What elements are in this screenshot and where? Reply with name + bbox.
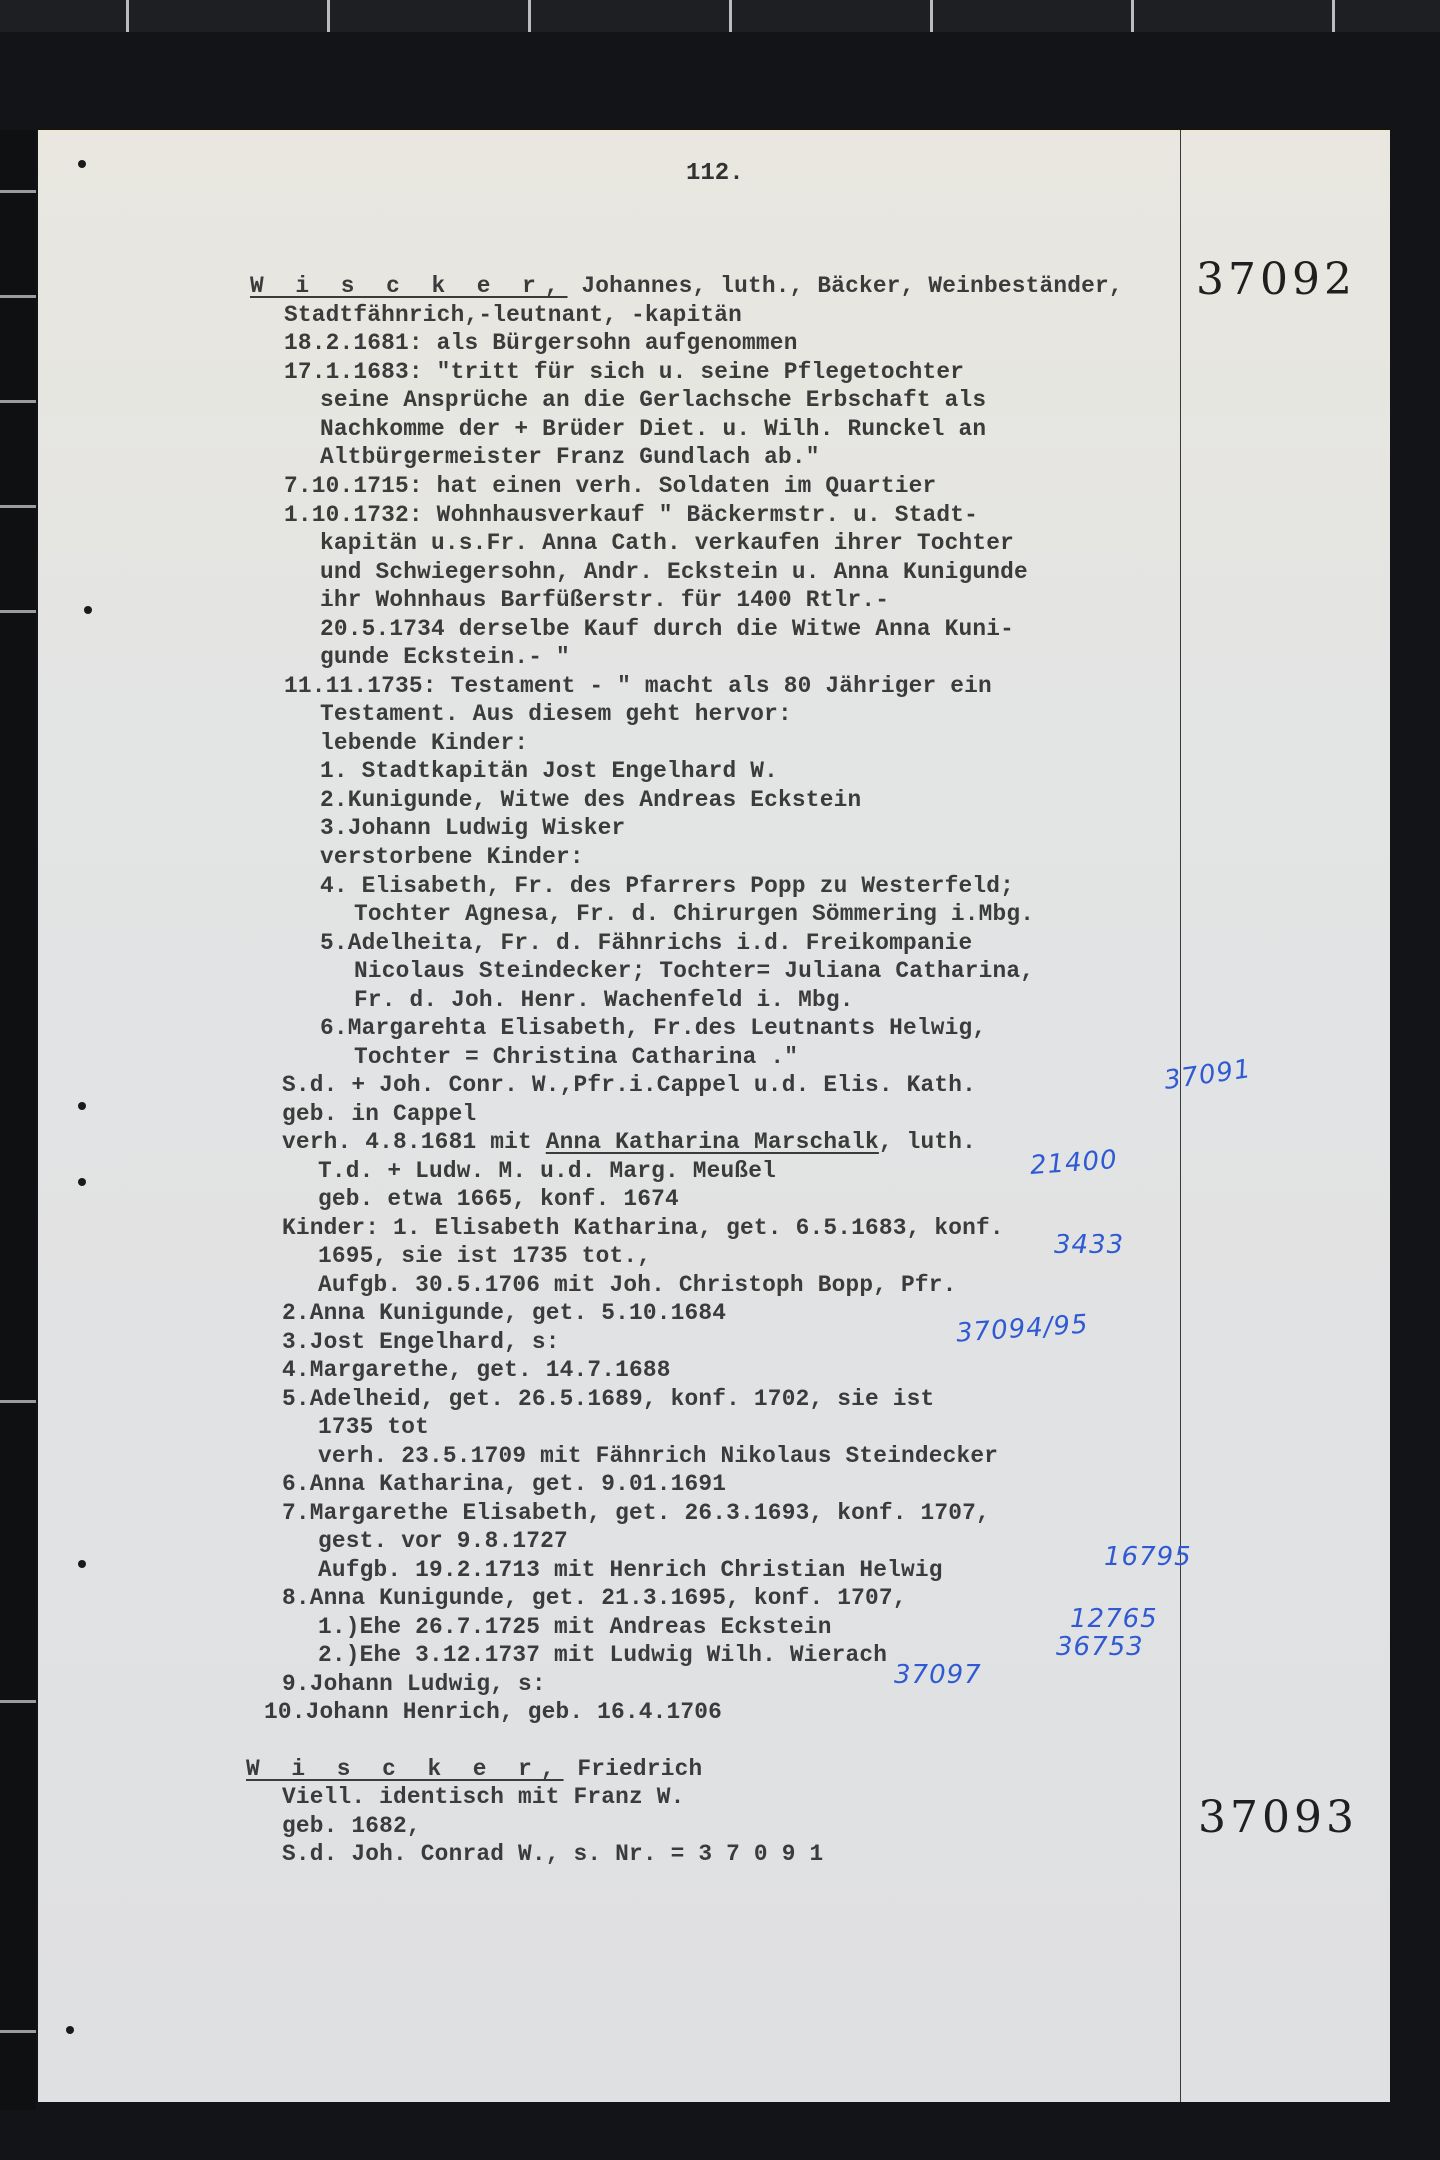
text-line: S.d. + Joh. Conr. W.,Pfr.i.Cappel u.d. Elis. Kath.: [282, 1072, 977, 1098]
text-line: 2.)Ehe 3.12.1737 mit Ludwig Wilh. Wierach: [318, 1642, 888, 1668]
text-line: ihr Wohnhaus Barfüßerstr. für 1400 Rtlr.-: [320, 587, 890, 613]
handwritten-reference: 16795: [1104, 1542, 1192, 1572]
ruler-tick: [930, 0, 933, 32]
text-line: verh. 23.5.1709 mit Fähnrich Nikolaus Steindecker: [318, 1443, 999, 1469]
text-line: 1. Stadtkapitän Jost Engelhard W.: [320, 758, 779, 784]
ruler-tick: [126, 0, 129, 32]
text-line: 1735 tot: [318, 1414, 430, 1440]
handwritten-reference: 37097: [894, 1660, 982, 1690]
text-line: S.d. Joh. Conrad W., s. Nr. = 3 7 0 9 1: [282, 1841, 824, 1867]
text-line: gunde Eckstein.- ": [320, 644, 570, 670]
handwritten-reference: 21400: [1029, 1144, 1119, 1182]
text-line: lebende Kinder:: [320, 730, 529, 756]
ruler-tick: [1332, 0, 1335, 32]
text-line: 18.2.1681: als Bürgersohn aufgenommen: [284, 330, 798, 356]
text-line: Testament. Aus diesem geht hervor:: [320, 701, 792, 727]
ruler-tick: [0, 400, 36, 403]
text-line: geb. 1682,: [282, 1813, 421, 1839]
ruler-tick: [0, 505, 36, 508]
punch-hole: [78, 160, 86, 168]
text-line: geb. in Cappel: [282, 1101, 477, 1127]
text-line: 4.Margarethe, get. 14.7.1688: [282, 1357, 671, 1383]
punch-hole: [78, 1560, 86, 1568]
text-line: Altbürgermeister Franz Gundlach ab.": [320, 444, 820, 470]
handwritten-reference: 37091: [1162, 1054, 1254, 1096]
ruler-tick: [0, 190, 36, 193]
handwritten-reference: 3433: [1054, 1230, 1125, 1260]
text-line: und Schwiegersohn, Andr. Eckstein u. Anna Kunigunde: [320, 559, 1028, 585]
text-line: gest. vor 9.8.1727: [318, 1528, 568, 1554]
text-line: 20.5.1734 derselbe Kauf durch die Witwe Anna Kuni-: [320, 616, 1015, 642]
entry-number: 37093: [1198, 1792, 1358, 1843]
page-number: 112.: [686, 160, 744, 187]
punch-hole: [66, 2026, 74, 2034]
text-line: 17.1.1683: "tritt für sich u. seine Pflegetochter: [284, 359, 965, 385]
surname: W i s c k e r,: [250, 273, 568, 299]
text-line: 1695, sie ist 1735 tot.,: [318, 1243, 652, 1269]
handwritten-reference: 12765: [1070, 1604, 1158, 1634]
entry-number: 37092: [1196, 254, 1356, 305]
text-line: Nachkomme der + Brüder Diet. u. Wilh. Runckel an: [320, 416, 987, 442]
text-line: Fr. d. Joh. Henr. Wachenfeld i. Mbg.: [354, 987, 854, 1013]
text-line: Aufgb. 19.2.1713 mit Henrich Christian Helwig: [318, 1557, 943, 1583]
text-line: 7.10.1715: hat einen verh. Soldaten im Quartier: [284, 473, 937, 499]
ruler-tick: [0, 2030, 36, 2033]
text-line: geb. etwa 1665, konf. 1674: [318, 1186, 679, 1212]
text-line: 10.Johann Henrich, geb. 16.4.1706: [264, 1699, 723, 1725]
text-line: T.d. + Ludw. M. u.d. Marg. Meußel: [318, 1158, 777, 1184]
text-line: 1.10.1732: Wohnhausverkauf " Bäckermstr. u. Stadt-: [284, 502, 979, 528]
text-line: Aufgb. 30.5.1706 mit Joh. Christoph Bopp, Pfr.: [318, 1272, 957, 1298]
ruler-tick: [729, 0, 732, 32]
ruler-tick: [0, 610, 36, 613]
text-line: 2.Kunigunde, Witwe des Andreas Eckstein: [320, 787, 862, 813]
ruler-tick: [0, 1700, 36, 1703]
text-line: Tochter = Christina Catharina .": [354, 1044, 799, 1070]
text-line: 1.)Ehe 26.7.1725 mit Andreas Eckstein: [318, 1614, 832, 1640]
text-line: 6.Margarehta Elisabeth, Fr.des Leutnants Helwig,: [320, 1015, 987, 1041]
text-line: 5.Adelheita, Fr. d. Fähnrichs i.d. Freikompanie: [320, 930, 973, 956]
entry-heading: W i s c k e r, Johannes, luth., Bäcker, Weinbeständer,: [250, 273, 1123, 299]
text-line: verh. 4.8.1681 mit Anna Katharina Marschalk, luth.: [282, 1129, 977, 1155]
ruler-tick: [0, 295, 36, 298]
punch-hole: [84, 606, 92, 614]
text-line: Kinder: 1. Elisabeth Katharina, get. 6.5.1683, konf.: [282, 1215, 1004, 1241]
ruler-tick: [528, 0, 531, 32]
text-line: 2.Anna Kunigunde, get. 5.10.1684: [282, 1300, 727, 1326]
text-line: verstorbene Kinder:: [320, 844, 584, 870]
text-line: Nicolaus Steindecker; Tochter= Juliana Catharina,: [354, 958, 1035, 984]
spouse-name: Anna Katharina Marschalk: [545, 1129, 879, 1155]
surname: W i s c k e r,: [246, 1756, 564, 1782]
punch-hole: [78, 1102, 86, 1110]
text-line: 6.Anna Katharina, get. 9.01.1691: [282, 1471, 727, 1497]
text-line: 4. Elisabeth, Fr. des Pfarrers Popp zu Westerfeld;: [320, 873, 1015, 899]
text-line: 7.Margarethe Elisabeth, get. 26.3.1693, konf. 1707,: [282, 1500, 990, 1526]
text-line: seine Ansprüche an die Gerlachsche Erbschaft als: [320, 387, 987, 413]
scanner-left-strip: [0, 130, 36, 2110]
text-line: 11.11.1735: Testament - " macht als 80 Jähriger ein: [284, 673, 992, 699]
ruler-tick: [1131, 0, 1134, 32]
entry-heading: W i s c k e r, Friedrich: [246, 1756, 703, 1782]
text-line: Tochter Agnesa, Fr. d. Chirurgen Sömmering i.Mbg.: [354, 901, 1035, 927]
ruler-tick: [0, 1400, 36, 1403]
text-line: Stadtfähnrich,-leutnant, -kapitän: [284, 302, 743, 328]
text-line: kapitän u.s.Fr. Anna Cath. verkaufen ihrer Tochter: [320, 530, 1015, 556]
punch-hole: [78, 1178, 86, 1186]
text-line: 5.Adelheid, get. 26.5.1689, konf. 1702, sie ist: [282, 1386, 935, 1412]
text-line: 9.Johann Ludwig, s:: [282, 1671, 546, 1697]
text-line: Viell. identisch mit Franz W.: [282, 1784, 685, 1810]
ruler-tick: [327, 0, 330, 32]
scanner-top-strip: [0, 0, 1440, 32]
handwritten-reference: 37094/95: [955, 1309, 1090, 1349]
text-line: 8.Anna Kunigunde, get. 21.3.1695, konf. 1707,: [282, 1585, 907, 1611]
margin-rule: [1180, 130, 1181, 2102]
handwritten-reference: 36753: [1056, 1632, 1144, 1662]
text-line: 3.Jost Engelhard, s:: [282, 1329, 560, 1355]
document-page: [38, 130, 1390, 2102]
text-line: 3.Johann Ludwig Wisker: [320, 815, 626, 841]
